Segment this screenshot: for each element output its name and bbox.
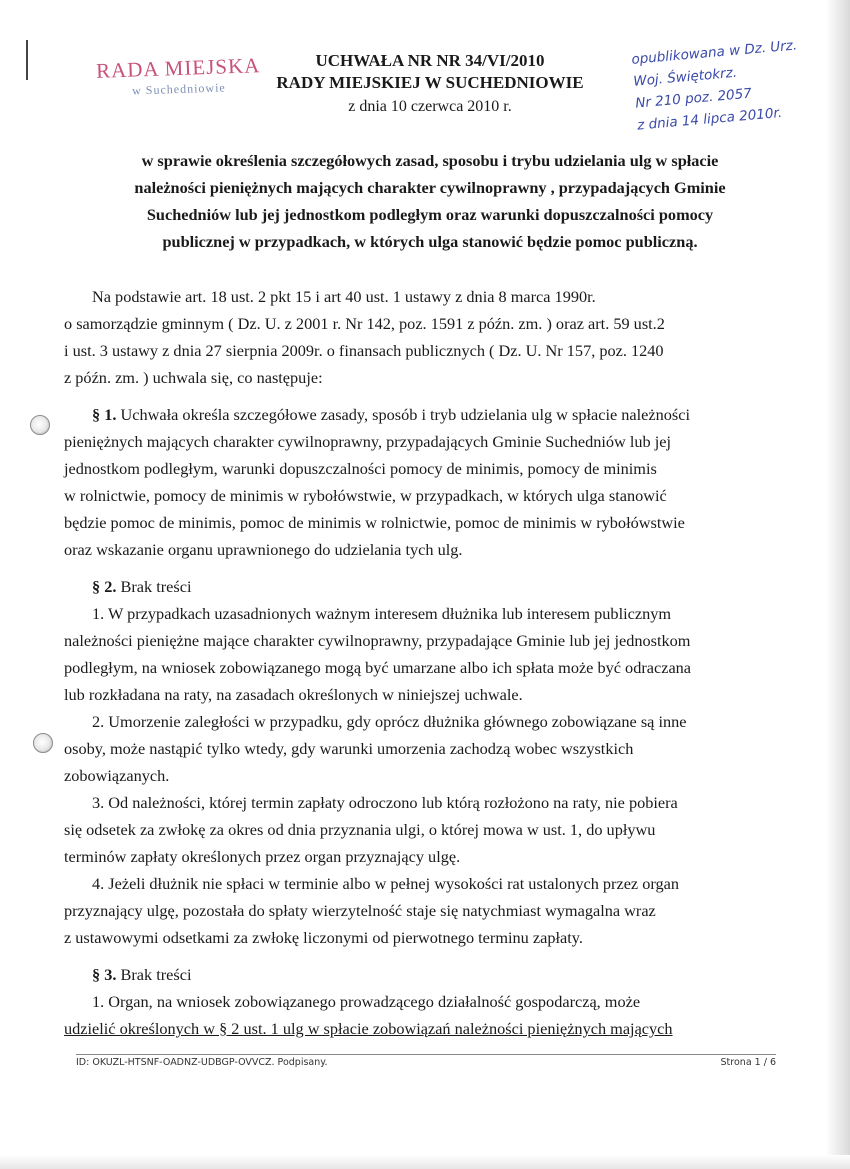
section-2-line: lub rozkładana na raty, na zasadach określonych w niniejszej uchwale. — [64, 685, 523, 704]
section-2-line: przyznający ulgę, pozostała do spłaty wierzytelność staje się natychmiast wymagalna wraz — [64, 901, 656, 920]
page-edge-shadow — [826, 0, 850, 1169]
section-2-line: podległym, na wniosek zobowiązanego mogą być umarzane albo ich spłata może być odraczana — [64, 658, 692, 677]
punch-hole-icon — [33, 733, 53, 753]
handnote-line: z dnia 14 lipca 2010r. — [636, 104, 783, 134]
page-edge-bottom-shadow — [0, 1155, 850, 1169]
preamble — [64, 283, 789, 391]
section-2 — [64, 573, 789, 951]
section-1-line: w rolnictwie, pomocy de minimis w rybołówstwie, w przypadkach, w których ulga stanowić — [64, 486, 667, 505]
section-heading-text: Brak treści — [120, 577, 192, 596]
resolution-number: UCHWAŁA NR NR 34/VI/2010 — [315, 51, 545, 70]
section-3-line: udzielić określonych w § 2 ust. 1 ulg w spłacie zobowiązań należności pieniężnych mających — [64, 1019, 673, 1038]
section-2-line: osoby, może nastąpić tylko wtedy, gdy warunki umorzenia zachodzą wobec wszystkich — [64, 739, 634, 758]
section-3 — [64, 961, 789, 1042]
section-2-line: należności pieniężne mające charakter cywilnoprawny, przypadające Gminie lub jej jednostkom — [64, 631, 691, 650]
section-3-heading-line — [64, 961, 789, 988]
handnote-line: opublikowana w Dz. Urz. — [630, 37, 798, 68]
section-1-line: będzie pomoc de minimis, pomoc de minimis w rolnictwie, pomoc de minimis w rybołówstwie — [64, 513, 685, 532]
section-2-heading-line — [64, 573, 789, 600]
handwritten-publication-note — [631, 31, 838, 136]
section-2-line: 4. Jeżeli dłużnik nie spłaci w terminie albo w pełnej wysokości rat ustalonych przez organ — [92, 874, 680, 893]
subject-line: Suchedniów lub jej jednostkom podległym oraz warunki dopuszczalności pomocy — [146, 205, 714, 224]
section-2-line: 2. Umorzenie zaległości w przypadku, gdy oprócz dłużnika głównego zobowiązane są inne — [92, 712, 687, 731]
section-1-first-line — [64, 401, 789, 428]
section-2-line: terminów zapłaty określonych przez organ przyznający ulgę. — [64, 847, 461, 866]
handnote-line: Nr 210 poz. 2057 — [634, 85, 753, 112]
preamble-line: o samorządzie gminnym ( Dz. U. z 2001 r. Nr 142, poz. 1591 z późn. zm. ) oraz art. 59 ust.2 — [64, 314, 665, 333]
handnote-line: Woj. Świętokrz. — [632, 64, 738, 90]
stamp-subtitle: w Suchedniowie — [131, 80, 226, 98]
section-2-line: się odsetek za zwłokę za okres od dnia przyznania ulgi, o której mowa w ust. 1, do upływu — [64, 820, 656, 839]
resolution-date: z dnia 10 czerwca 2010 r. — [348, 98, 512, 115]
subject-line: należności pieniężnych mających charakter cywilnoprawny , przypadających Gminie — [134, 178, 726, 197]
section-heading: § 3. — [92, 965, 117, 984]
section-2-line: 1. W przypadkach uzasadnionych ważnym interesem dłużnika lub interesem publicznym — [92, 604, 672, 623]
preamble-line: z późn. zm. ) uchwala się, co następuje: — [64, 368, 323, 387]
margin-mark — [26, 40, 28, 80]
document-id: ID: OKUZL-HTSNF-OADNZ-UDBGP-OVVCZ. Podpisany. — [76, 1057, 328, 1068]
section-1-text: Uchwała określa szczegółowe zasady, sposób i tryb udzielania ulg w spłacie należności — [120, 405, 690, 424]
stamp-title: RADA MIEJSKA — [95, 53, 261, 83]
section-heading-text: Brak treści — [120, 965, 192, 984]
preamble-line: Na podstawie art. 18 ust. 2 pkt 15 i art 40 ust. 1 ustawy z dnia 8 marca 1990r. — [92, 287, 596, 306]
section-2-line: 3. Od należności, której termin zapłaty odroczono lub którą rozłożono na raty, nie pobiera — [92, 793, 678, 812]
resolution-header — [230, 50, 630, 118]
section-heading: § 2. — [92, 577, 117, 596]
preamble-line: i ust. 3 ustawy z dnia 27 sierpnia 2009r. o finansach publicznych ( Dz. U. Nr 157, poz. 1240 — [64, 341, 664, 360]
footer-divider — [76, 1054, 776, 1055]
section-1-line: oraz wskazanie organu uprawnionego do udzielania tych ulg. — [64, 540, 463, 559]
section-2-line: zobowiązanych. — [64, 766, 170, 785]
section-1 — [64, 401, 789, 563]
council-name: RADY MIEJSKIEJ W SUCHEDNIOWIE — [276, 73, 584, 92]
page-number: Strona 1 / 6 — [720, 1057, 776, 1068]
section-2-line: z ustawowymi odsetkami za zwłokę liczonymi od pierwotnego terminu zapłaty. — [64, 928, 583, 947]
punch-hole-icon — [30, 415, 50, 435]
section-1-line: pieniężnych mających charakter cywilnoprawny, przypadających Gminie Suchedniów lub jej — [64, 432, 671, 451]
section-1-line: jednostkom podległym, warunki dopuszczalności pomocy de minimis, pomocy de minimis — [64, 459, 657, 478]
section-heading: § 1. — [92, 405, 117, 424]
document-body — [64, 283, 789, 1042]
section-3-line: 1. Organ, na wniosek zobowiązanego prowadzącego działalność gospodarczą, może — [92, 992, 641, 1011]
subject-line: w sprawie określenia szczegółowych zasad, sposobu i trybu udzielania ulg w spłacie — [141, 151, 719, 170]
subject-line: publicznej w przypadkach, w których ulga stanowić będzie pomoc publiczną. — [162, 232, 698, 251]
resolution-subject — [70, 147, 790, 255]
